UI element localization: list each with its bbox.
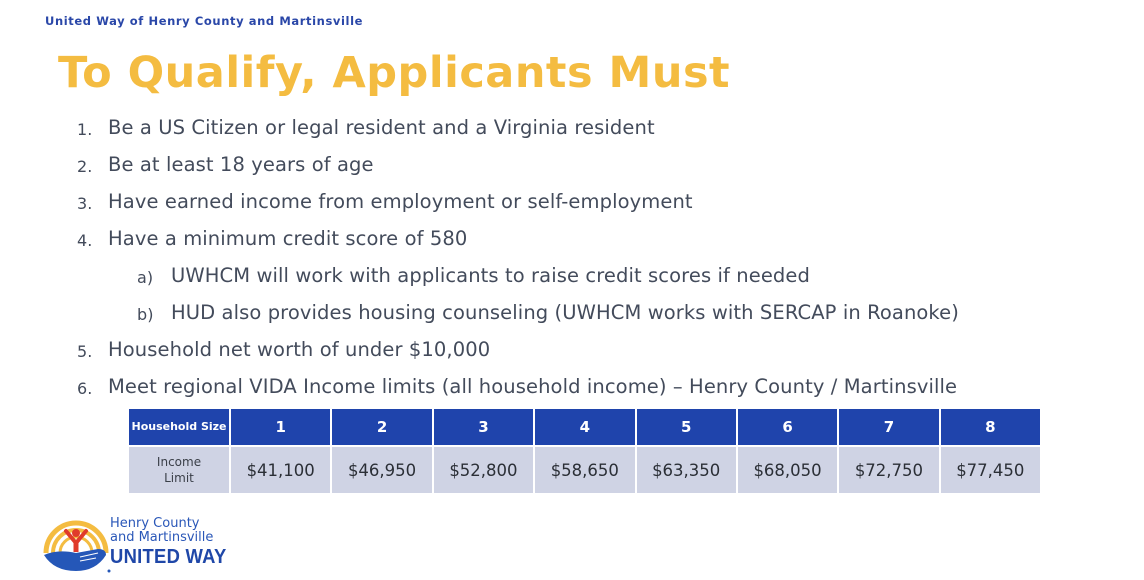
logo-line-1: Henry County <box>110 516 200 531</box>
household-size-header: Household Size <box>128 408 230 446</box>
column-header: 2 <box>331 408 432 446</box>
item-text: UWHCM will work with applicants to raise credit scores if needed <box>171 264 810 287</box>
logo-wordmark <box>110 517 237 569</box>
slide-title: To Qualify, Applicants Must <box>58 48 731 98</box>
column-header: 8 <box>940 408 1041 446</box>
item-letter: a) <box>137 268 154 287</box>
column-header: 3 <box>433 408 534 446</box>
table-cell: $77,450 <box>940 446 1041 494</box>
item-number: 6. <box>77 379 93 398</box>
table-cell: $63,350 <box>636 446 737 494</box>
item-text: Meet regional VIDA Income limits (all household income) – Henry County / Martinsville <box>108 375 958 398</box>
column-header: 1 <box>230 408 331 446</box>
table-cell: $52,800 <box>433 446 534 494</box>
table-cell: $41,100 <box>230 446 331 494</box>
column-header: 5 <box>636 408 737 446</box>
income-limit-label: Income Limit <box>128 446 230 494</box>
item-number: 5. <box>77 342 93 361</box>
item-number: 4. <box>77 231 93 250</box>
column-header: 6 <box>737 408 838 446</box>
item-number: 2. <box>77 157 93 176</box>
column-header: 7 <box>838 408 939 446</box>
item-number: 1. <box>77 120 93 139</box>
item-text: Household net worth of under $10,000 <box>108 338 491 361</box>
income-limits-table <box>127 407 1042 495</box>
item-letter: b) <box>137 305 154 324</box>
table-cell: $68,050 <box>737 446 838 494</box>
table-cell: $58,650 <box>534 446 635 494</box>
item-text: Be at least 18 years of age <box>108 153 374 176</box>
item-number: 3. <box>77 194 93 213</box>
column-header: 4 <box>534 408 635 446</box>
item-text: HUD also provides housing counseling (UWHCM works with SERCAP in Roanoke) <box>171 301 959 324</box>
table-row <box>128 446 1041 494</box>
organization-header: United Way of Henry County and Martinsville <box>45 14 364 28</box>
table-header-row <box>128 408 1041 446</box>
table-cell: $72,750 <box>838 446 939 494</box>
logo-line-2: and Martinsville <box>110 530 214 545</box>
logo-brand: UNITED WAY <box>110 546 227 568</box>
item-text: Have earned income from employment or self-employment <box>108 190 693 213</box>
item-text: Be a US Citizen or legal resident and a Virginia resident <box>108 116 655 139</box>
united-way-hand-rainbow-icon <box>40 513 112 575</box>
table-cell: $46,950 <box>331 446 432 494</box>
item-text: Have a minimum credit score of 580 <box>108 227 468 250</box>
